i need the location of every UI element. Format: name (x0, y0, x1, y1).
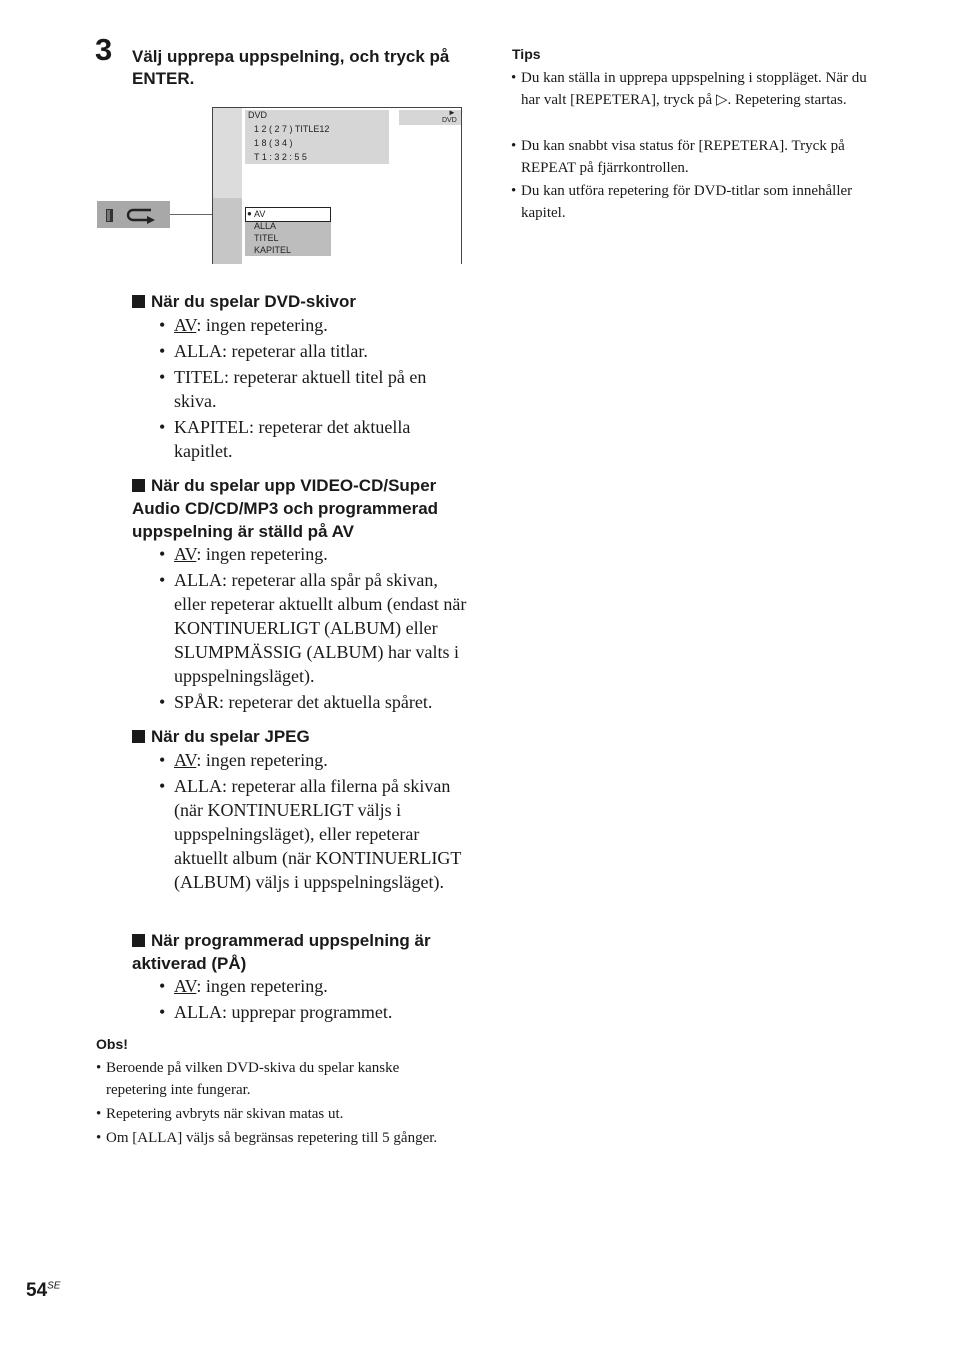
repeat-menu-option[interactable]: ALLA (254, 221, 277, 231)
tips-item: • Du kan snabbt visa status för [REPETERA]. Tryck på REPEAT på fjärrkontrollen. (511, 138, 845, 176)
screen-media-tag: DVD (442, 117, 457, 124)
list-item: • AV: ingen repetering. (159, 750, 328, 770)
section-heading: När du spelar JPEG (132, 725, 477, 748)
obs-heading: Obs! (96, 1036, 128, 1052)
section-heading: När du spelar upp VIDEO-CD/Super Audio CD/CD/MP3 och programmerad uppspelning är ställd på AV (132, 476, 439, 541)
page-number: $54^{SE}$ (26, 1280, 61, 1301)
square-bullet-icon (132, 479, 145, 492)
list-item: • AV: ingen repetering. (159, 315, 328, 335)
repeat-icon (97, 201, 170, 228)
obs-item: • Om [ALLA] väljs så begränsas repetering till 5 gånger. (96, 1130, 438, 1146)
square-bullet-icon (132, 934, 145, 947)
tv-screen-illustration (212, 107, 462, 264)
screen-left-strip (213, 108, 242, 264)
section-heading: När du spelar DVD-skivor (132, 290, 477, 313)
obs-item: • Repetering avbryts när skivan matas ut. (96, 1106, 344, 1122)
step-instruction: Välj upprepa uppspelning, och tryck på ENTER. (132, 47, 450, 88)
repeat-icon-panel (97, 201, 170, 228)
screen-time-line: T 1 : 3 2 : 5 5 (254, 152, 307, 162)
list-item: • ALLA: repeterar alla titlar. (159, 341, 368, 361)
step-number: 3 (95, 32, 113, 67)
list-item: • ALLA: repeterar alla spår på skivan, eller repeterar aktuellt album (endast när KONTINUERLIGT (ALBUM) eller SLUMPMÄSSIG (ALBUM) har valts i uppspelningsläget). (159, 570, 467, 686)
tips-item: • Du kan utföra repetering för DVD-titlar som innehåller kapitel. (511, 183, 853, 221)
list-item: • SPÅR: repeterar det aktuella spåret. (159, 692, 433, 712)
list-item: • AV: ingen repetering. (159, 544, 328, 564)
tips-item: • Du kan ställa in upprepa uppspelning i stoppläget. När du har valt [REPETERA], tryck på ▷. Repetering startas. (511, 70, 867, 108)
list-item: • ALLA: repeterar alla filerna på skivan (när KONTINUERLIGT väljs i uppspelningsläget), eller repeterar aktuellt album (när KONTINUERLIGT (ALBUM) väljs i uppspelningsläget). (159, 776, 462, 892)
square-bullet-icon (132, 295, 145, 308)
screen-title-line: 1 2 ( 2 7 ) TITLE12 (254, 124, 330, 134)
repeat-menu-option[interactable]: TITEL (254, 233, 279, 243)
square-bullet-icon (132, 730, 145, 743)
repeat-menu-option[interactable]: KAPITEL (254, 245, 292, 255)
screen-media-label: DVD (248, 110, 268, 120)
section-heading: När programmerad uppspelning är aktiverad (PÅ) (132, 931, 431, 973)
list-item: • KAPITEL: repeterar det aktuella kapitlet. (159, 417, 411, 461)
repeat-menu-option[interactable]: AV (254, 209, 266, 219)
tips-heading: Tips (512, 46, 541, 62)
list-item: • AV: ingen repetering. (159, 976, 328, 996)
obs-item: • Beroende på vilken DVD-skiva du spelar kanske repetering inte fungerar. (96, 1060, 400, 1098)
play-icon: ► (448, 108, 456, 117)
selected-marker-icon: ● (247, 209, 252, 218)
list-item: • TITEL: repeterar aktuell titel på en skiva. (159, 367, 427, 411)
screen-chapter-line: 1 8 ( 3 4 ) (254, 138, 293, 148)
list-item: • ALLA: upprepar programmet. (159, 1002, 393, 1022)
